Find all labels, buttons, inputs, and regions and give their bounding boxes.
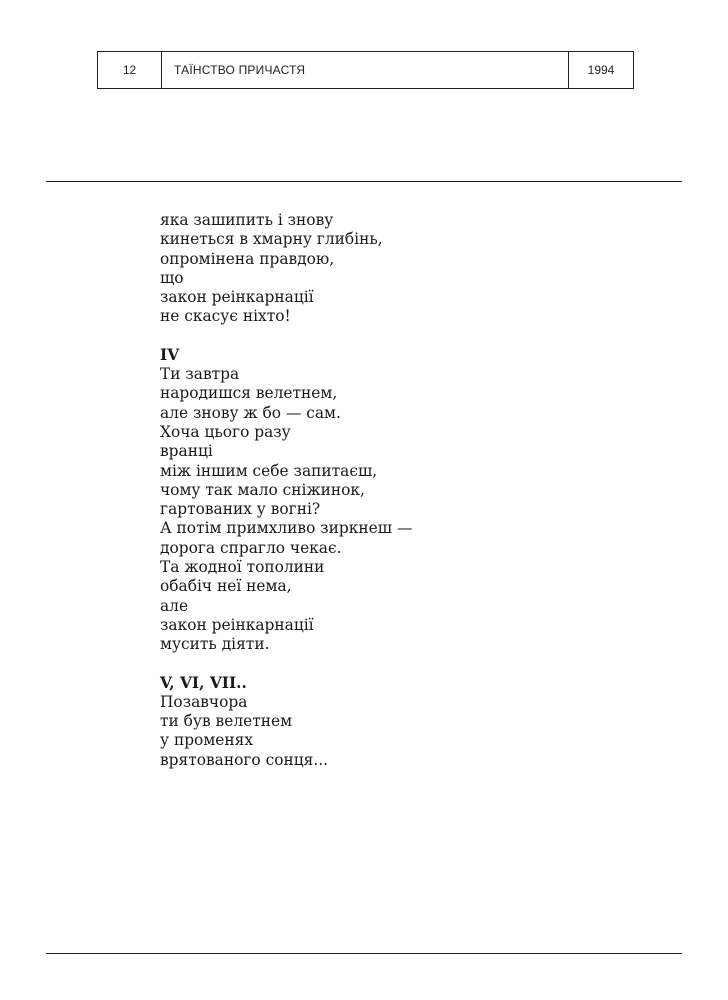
- poem-line: що: [160, 268, 184, 287]
- poem-line: чому так мало сніжинок,: [160, 480, 365, 499]
- top-divider: [46, 181, 682, 182]
- bottom-divider: [46, 953, 682, 954]
- poem-line: обабіч неї нема,: [160, 577, 292, 596]
- poem-line: закон реінкарнації: [160, 288, 314, 307]
- poem-line: але знову ж бо — сам.: [160, 403, 341, 422]
- stanza-iv: [160, 346, 640, 655]
- stanza-1: [160, 211, 640, 327]
- poem-line: опромінена правдою,: [160, 249, 335, 268]
- running-header: [97, 51, 634, 89]
- poem-line: закон реінкарнації: [160, 615, 314, 634]
- poem-line: народишся велетнем,: [160, 384, 338, 403]
- poem-line: вранці: [160, 442, 213, 461]
- chapter-title: ТАЇНСТВО ПРИЧАСТЯ: [162, 52, 569, 88]
- poem-line: гартованих у вогні?: [160, 500, 321, 519]
- poem-line: у променях: [160, 731, 254, 750]
- poem-line: дорога спрагло чекає.: [160, 538, 342, 557]
- page-number: 12: [98, 52, 162, 88]
- poem-line: не скасує ніхто!: [160, 307, 291, 326]
- poem-line: врятованого сонця...: [160, 750, 329, 769]
- poem-line: Та жодної тополини: [160, 558, 325, 577]
- poem-line: але: [160, 596, 189, 615]
- poem-line: ти був велетнем: [160, 712, 293, 731]
- poem-line: мусить діяти.: [160, 635, 270, 654]
- poem-line: кинеться в хмарну глибінь,: [160, 230, 383, 249]
- section-heading: IV: [160, 345, 180, 364]
- poem-line: Ти завтра: [160, 365, 240, 384]
- year-label: 1994: [587, 63, 615, 77]
- poem-body: [160, 211, 640, 770]
- poem-line: Позавчора: [160, 692, 248, 711]
- poem-line: А потім примхливо зиркнеш —: [160, 519, 413, 538]
- section-heading: V, VI, VII..: [160, 673, 247, 692]
- poem-line: між іншим себе запитаєш,: [160, 461, 378, 480]
- poem-line: яка зашипить і знову: [160, 211, 334, 229]
- poem-line: Хоча цього разу: [160, 422, 291, 441]
- stanza-v-vi-vii: [160, 674, 640, 770]
